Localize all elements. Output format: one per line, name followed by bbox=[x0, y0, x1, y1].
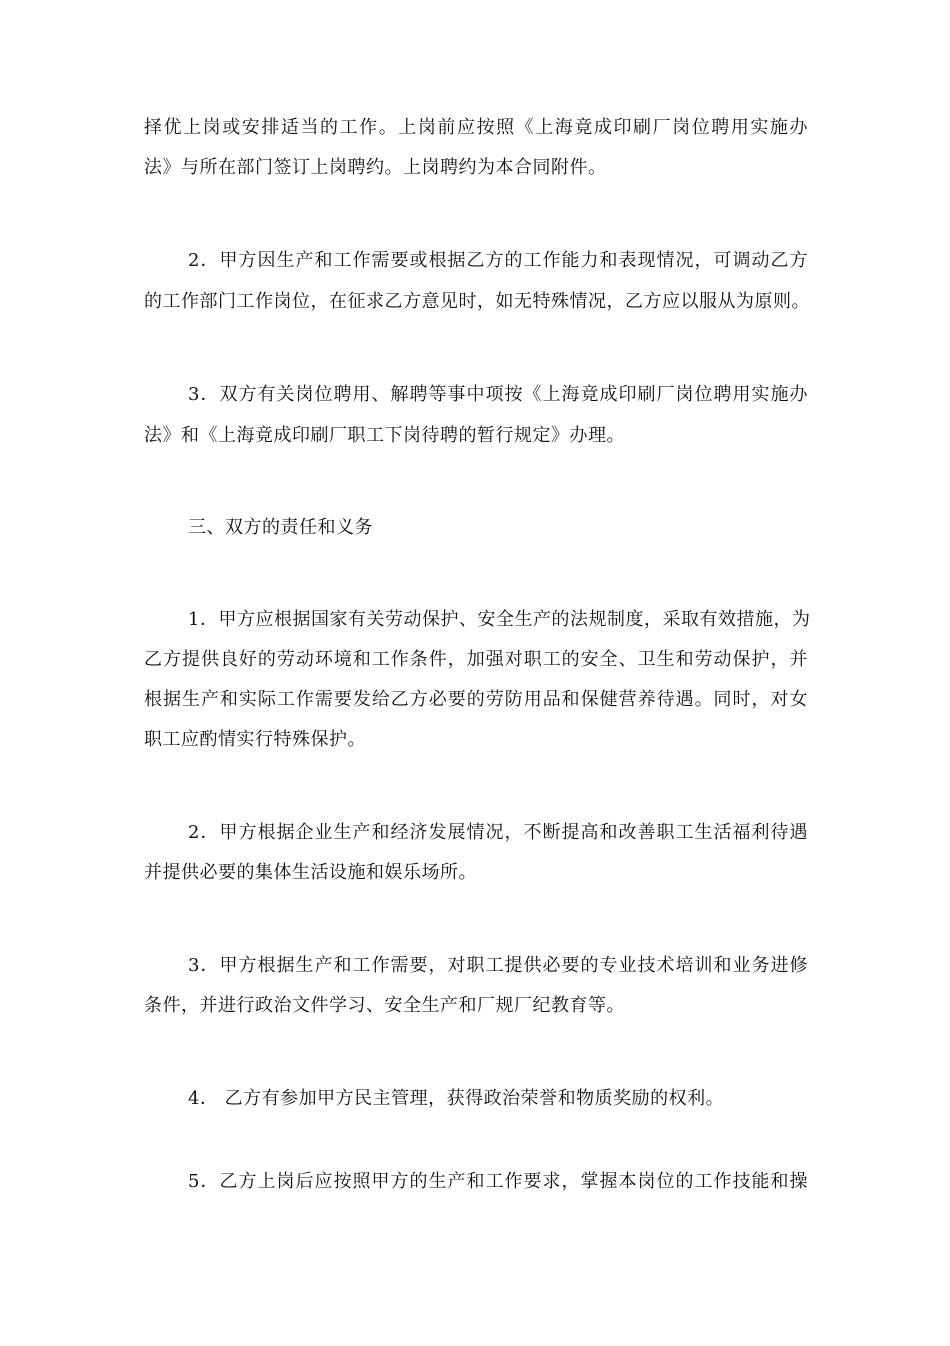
paragraph-line: 乙方提供良好的劳动环境和工作条件，加强对职工的安全、卫生和劳动保护，并 bbox=[144, 649, 808, 670]
paragraph-line: 职工应酌情实行特殊保护。 bbox=[144, 729, 366, 750]
paragraph-line: 4． 乙方有参加甲方民主管理，获得政治荣誉和物质奖励的权利。 bbox=[188, 1088, 725, 1109]
paragraph-line: 3．甲方根据生产和工作需要，对职工提供必要的专业技术培训和业务进修 bbox=[188, 955, 808, 976]
paragraph-line: 1．甲方应根据国家有关劳动保护、安全生产的法规制度，采取有效措施，为 bbox=[188, 609, 811, 630]
paragraph-line: 法》和《上海竟成印刷厂职工下岗待聘的暂行规定》办理。 bbox=[144, 425, 625, 446]
paragraph-line: 2．甲方因生产和工作需要或根据乙方的工作能力和表现情况，可调动乙方 bbox=[188, 250, 808, 271]
paragraph-line: 根据生产和实际工作需要发给乙方必要的劳防用品和保健营养待遇。同时，对女 bbox=[144, 689, 808, 710]
paragraph-line: 法》与所在部门签订上岗聘约。上岗聘约为本合同附件。 bbox=[144, 157, 607, 178]
section-heading: 三、双方的责任和义务 bbox=[188, 517, 373, 538]
paragraph-line: 5．乙方上岗后应按照甲方的生产和工作要求，掌握本岗位的工作技能和操 bbox=[188, 1171, 808, 1192]
paragraph-line: 的工作部门工作岗位，在征求乙方意见时，如无特殊情况，乙方应以服从为原则。 bbox=[144, 291, 810, 312]
paragraph-line: 3．双方有关岗位聘用、解聘等事中项按《上海竟成印刷厂岗位聘用实施办 bbox=[188, 384, 808, 405]
paragraph-line: 2．甲方根据企业生产和经济发展情况，不断提高和改善职工生活福利待遇 bbox=[188, 822, 808, 843]
paragraph-line: 择优上岗或安排适当的工作。上岗前应按照《上海竟成印刷厂岗位聘用实施办 bbox=[144, 117, 808, 138]
paragraph-line: 并提供必要的集体生活设施和娱乐场所。 bbox=[144, 862, 477, 883]
paragraph-line: 条件，并进行政治文件学习、安全生产和厂规厂纪教育等。 bbox=[144, 995, 625, 1016]
